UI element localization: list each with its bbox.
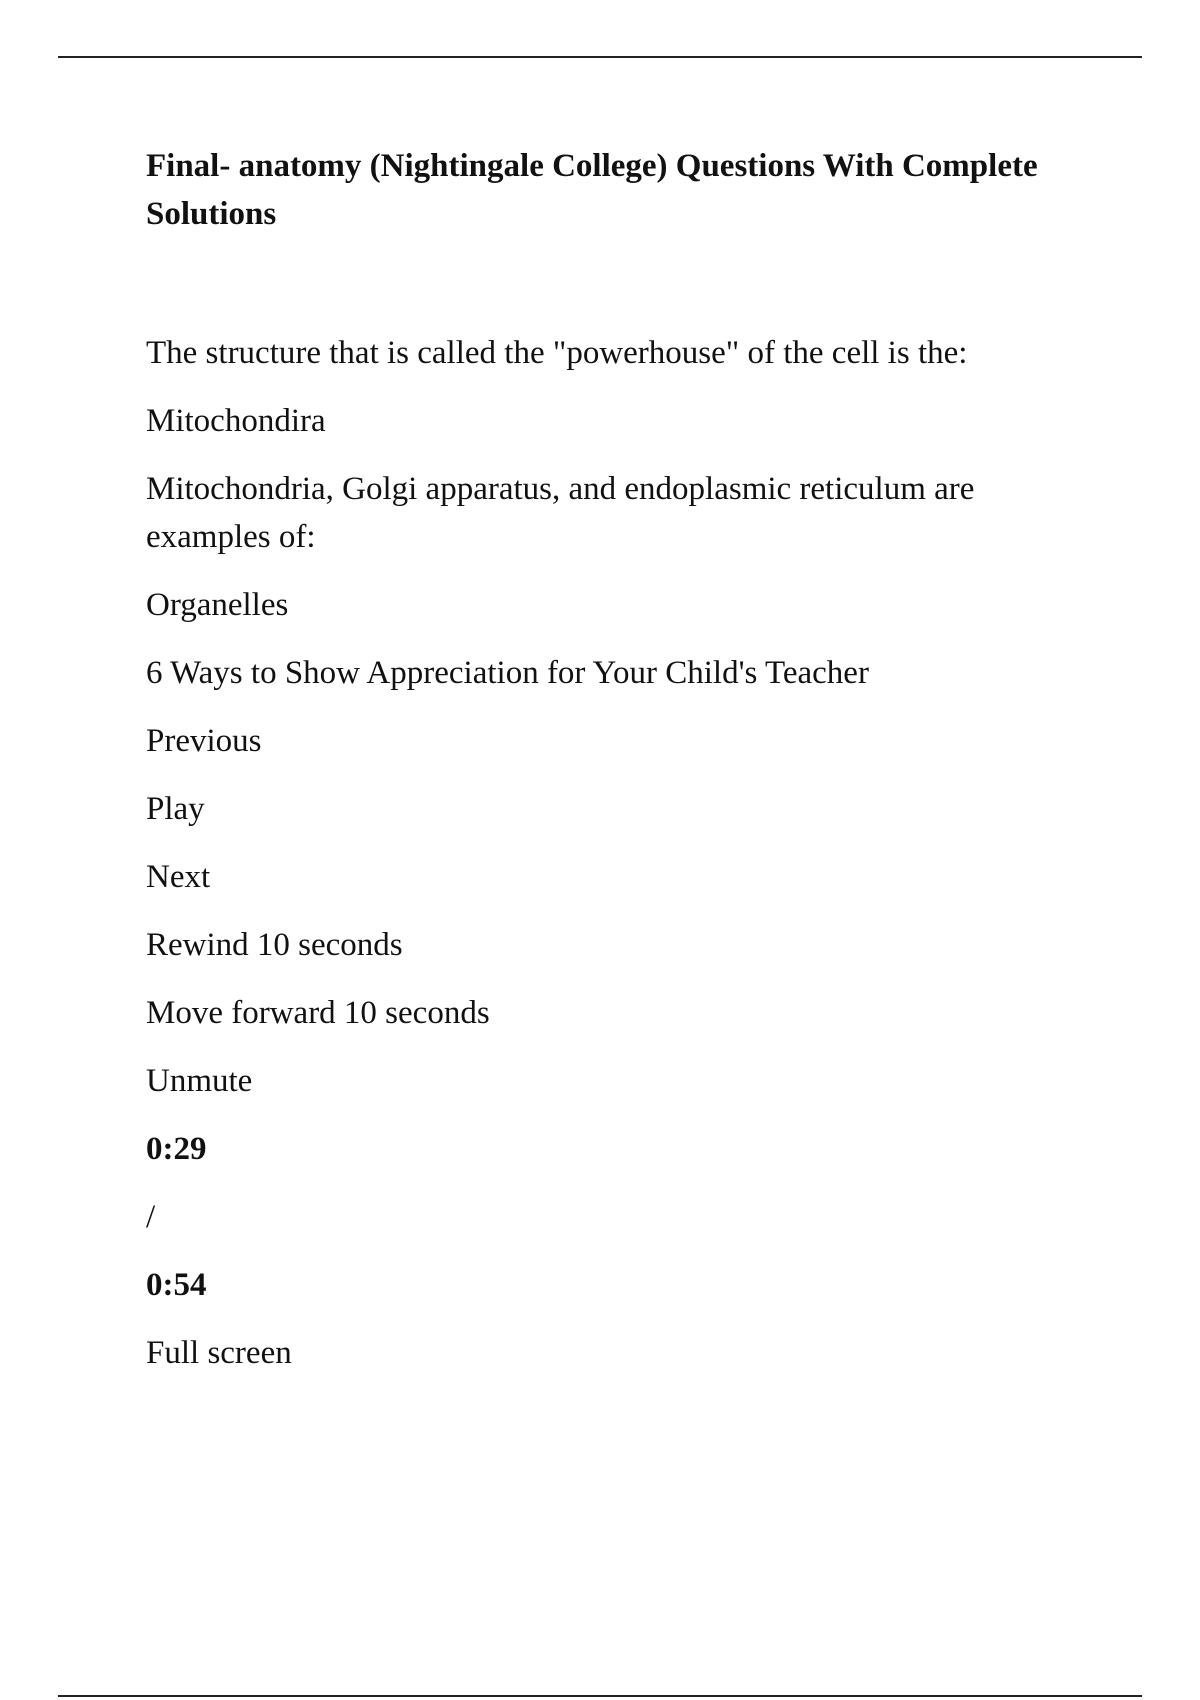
fullscreen-button[interactable]: Full screen <box>146 1335 292 1371</box>
time-separator: / <box>146 1199 156 1235</box>
current-time: 0:29 <box>146 1131 207 1167</box>
duration: 0:54 <box>146 1267 207 1303</box>
bottom-divider <box>58 1695 1142 1697</box>
video-title[interactable]: 6 Ways to Show Appreciation for Your Child's Teacher <box>146 655 869 691</box>
rewind-button[interactable]: Rewind 10 seconds <box>146 927 403 963</box>
forward-button[interactable]: Move forward 10 seconds <box>146 995 490 1031</box>
question-2: Mitochondria, Golgi apparatus, and endoplasmic reticulum are examples of: <box>146 471 975 555</box>
unmute-button[interactable]: Unmute <box>146 1063 253 1099</box>
top-divider <box>58 56 1142 58</box>
next-button[interactable]: Next <box>146 859 211 895</box>
answer-1: Mitochondira <box>146 403 326 439</box>
document-title: Final- anatomy (Nightingale College) Questions With Complete Solutions <box>146 148 1038 232</box>
answer-2: Organelles <box>146 587 289 623</box>
play-button[interactable]: Play <box>146 791 205 827</box>
question-1: The structure that is called the "powerhouse" of the cell is the: <box>146 335 968 371</box>
previous-button[interactable]: Previous <box>146 723 262 759</box>
